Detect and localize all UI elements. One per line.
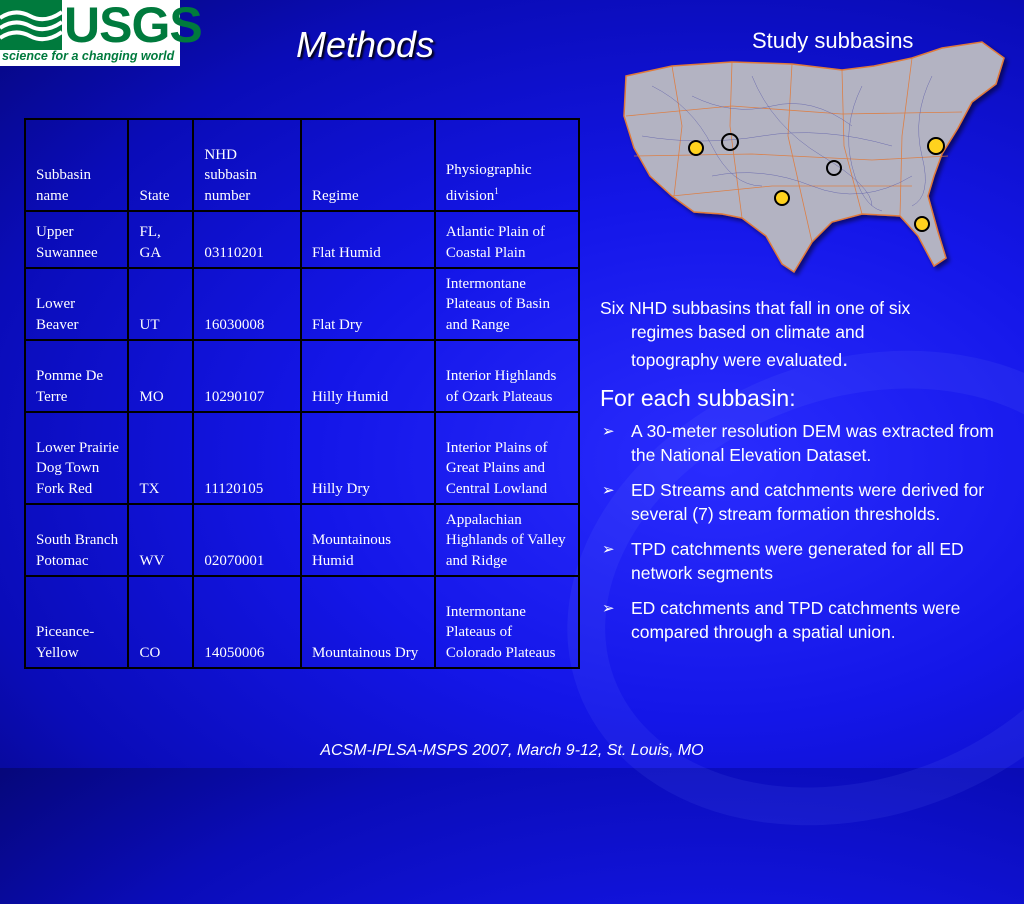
table-row [25, 412, 579, 504]
cell-division: Interior Highlands of Ozark Plateaus [435, 340, 579, 412]
arrow-bullet-icon: ➢ [602, 541, 615, 558]
intro-line-2: regimes based on climate and [631, 322, 865, 342]
usgs-logo [0, 0, 202, 66]
cell-division: Appalachian Highlands of Valley and Ridge [435, 504, 579, 576]
marker-prairie-dog-town-fork [775, 191, 789, 205]
usgs-wave-icon [0, 0, 62, 50]
cell-division: Interior Plains of Great Plains and Central Lowland [435, 412, 579, 504]
table-row [25, 340, 579, 412]
cell-division: Atlantic Plain of Coastal Plain [435, 211, 579, 268]
list-item [600, 537, 1000, 585]
list-item [600, 596, 1000, 644]
cell-state: TX [128, 412, 193, 504]
cell-subbasin: Piceance-Yellow [25, 576, 128, 668]
intro-line-3-text: topography were evaluated [631, 350, 843, 370]
table-row [25, 268, 579, 340]
header-physiographic-label: Physiographic division [445, 162, 532, 204]
cell-state: WV [128, 504, 193, 576]
methods-text [600, 296, 1000, 655]
cell-division: Intermontane Plateaus of Basin and Range [435, 268, 579, 340]
cell-regime: Flat Dry [301, 268, 435, 340]
cell-state: UT [128, 268, 193, 340]
intro-period: . [842, 346, 849, 371]
us-map [612, 36, 1012, 286]
cell-nhd: 14050006 [193, 576, 301, 668]
cell-regime: Mountainous Humid [301, 504, 435, 576]
marker-south-branch-potomac [928, 138, 944, 154]
list-item [600, 478, 1000, 526]
cell-regime: Flat Humid [301, 211, 435, 268]
cell-subbasin: Pomme De Terre [25, 340, 128, 412]
list-item [600, 419, 1000, 467]
table-row [25, 211, 579, 268]
for-each-heading: For each subbasin: [600, 385, 796, 411]
intro-paragraph [600, 296, 1000, 375]
intro-line-3 [600, 344, 1000, 375]
table-row [25, 504, 579, 576]
slide-title: Methods [296, 24, 435, 65]
arrow-bullet-icon: ➢ [602, 600, 615, 617]
cell-subbasin: Upper Suwannee [25, 211, 128, 268]
subbasin-table [24, 118, 580, 669]
cell-nhd: 02070001 [193, 504, 301, 576]
cell-subbasin: South Branch Potomac [25, 504, 128, 576]
cell-state: MO [128, 340, 193, 412]
header-nhd-number: NHD subbasin number [193, 119, 301, 211]
cell-regime: Hilly Humid [301, 340, 435, 412]
footnote-marker: 1 [494, 185, 499, 196]
cell-regime: Hilly Dry [301, 412, 435, 504]
header-subbasin-name: Subbasin name [25, 119, 128, 211]
cell-nhd: 10290107 [193, 340, 301, 412]
cell-subbasin: Lower Beaver [25, 268, 128, 340]
method-bullets [600, 419, 1000, 644]
header-physiographic [435, 119, 579, 211]
arrow-bullet-icon: ➢ [602, 423, 615, 440]
header-state: State [128, 119, 193, 211]
bullet-text: TPD catchments were generated for all ED network segments [631, 539, 964, 583]
cell-division: Intermontane Plateaus of Colorado Plateaus [435, 576, 579, 668]
cell-state: FL, GA [128, 211, 193, 268]
cell-nhd: 16030008 [193, 268, 301, 340]
table-row [25, 576, 579, 668]
cell-subbasin: Lower Prairie Dog Town Fork Red [25, 412, 128, 504]
intro-line-1: Six NHD subbasins that fall in one of six [600, 298, 911, 318]
map-label: Study subbasins [752, 28, 914, 53]
cell-nhd: 03110201 [193, 211, 301, 268]
cell-state: CO [128, 576, 193, 668]
arrow-bullet-icon: ➢ [602, 482, 615, 499]
usgs-logo-tagline: science for a changing world [2, 49, 175, 63]
header-regime: Regime [301, 119, 435, 211]
bullet-text: A 30-meter resolution DEM was extracted from the National Elevation Dataset. [631, 421, 994, 465]
table-header-row [25, 119, 579, 211]
marker-lower-beaver [689, 141, 703, 155]
footer-citation: ACSM-IPLSA-MSPS 2007, March 9-12, St. Louis, MO [320, 742, 704, 759]
cell-regime: Mountainous Dry [301, 576, 435, 668]
bullet-text: ED Streams and catchments were derived for several (7) stream formation thresholds. [631, 480, 985, 524]
cell-nhd: 11120105 [193, 412, 301, 504]
usgs-logo-word: USGS [64, 0, 202, 53]
marker-upper-suwannee [915, 217, 929, 231]
bullet-text: ED catchments and TPD catchments were compared through a spatial union. [631, 598, 961, 642]
